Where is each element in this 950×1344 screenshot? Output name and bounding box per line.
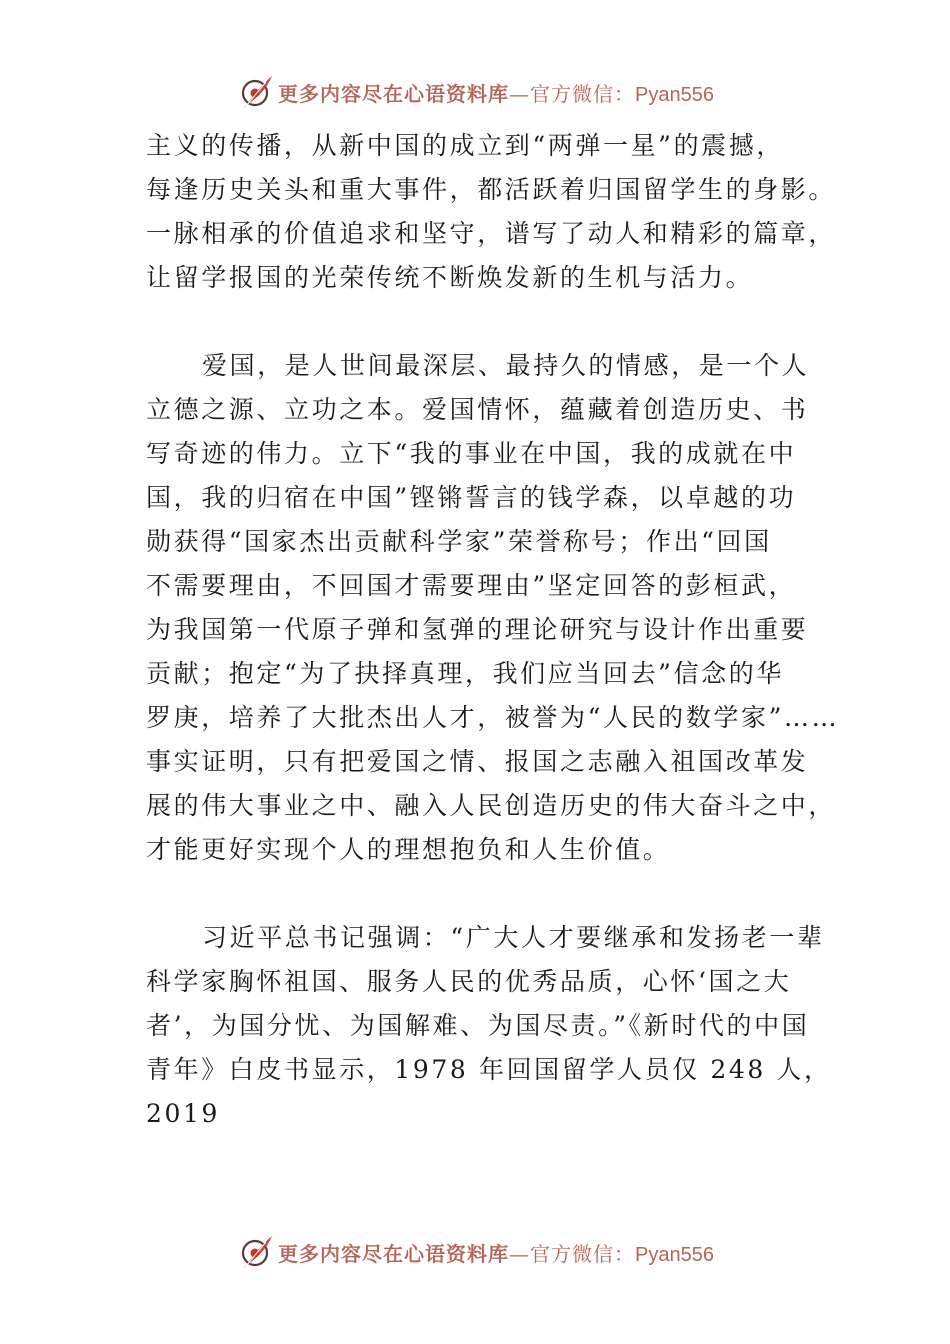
document-body	[146, 124, 840, 1136]
header-banner-title: 更多内容尽在心语资料库	[278, 81, 510, 106]
footer-banner	[0, 1232, 950, 1272]
header-banner	[0, 72, 950, 112]
footer-banner-wechat-label: 官方微信：	[530, 1241, 636, 1266]
text-line: 让留学报国的光荣传统不断焕发新的生机与活力。	[146, 263, 754, 292]
text-line: 一脉相承的价值追求和坚守，谱写了动人和精彩的篇章，	[146, 219, 837, 248]
text-line: 国，我的归宿在中国”铿锵誓言的钱学森，以卓越的功	[146, 483, 797, 512]
text-line: 习近平总书记强调：“广大人才要继承和发扬老一辈	[202, 923, 825, 952]
footer-banner-wechat-id: Pyan556	[635, 1243, 714, 1266]
header-banner-dash: —	[509, 81, 531, 106]
text-line: 每逢历史关头和重大事件，都活跃着归国留学生的身影。	[146, 175, 837, 204]
text-line: 才能更好实现个人的理想抱负和人生价值。	[146, 835, 671, 864]
paragraph-spacer	[146, 300, 814, 344]
text-line: 写奇迹的伟力。立下“我的事业在中国，我的成就在中	[146, 439, 797, 468]
paragraph-2	[146, 344, 840, 872]
text-line: 立德之源、立功之本。爱国情怀，蕴藏着创造历史、书	[146, 395, 809, 424]
footer-banner-title: 更多内容尽在心语资料库	[278, 1241, 510, 1266]
text-line: 不需要理由，不回国才需要理由”坚定回答的彭桓武，	[146, 571, 797, 600]
text-line: 贡献；抱定“为了抉择真理，我们应当回去”信念的华	[146, 659, 784, 688]
footer-banner-text	[278, 1238, 714, 1267]
paragraph-1	[146, 124, 837, 300]
text-line: 事实证明，只有把爱国之情、报国之志融入祖国改革发	[146, 747, 809, 776]
text-line: 罗庚，培养了大批杰出人才，被誉为“人民的数学家”……	[146, 703, 840, 732]
text-line: 青年》白皮书显示，1978 年回国留学人员仅 248 人，	[146, 1055, 832, 1084]
text-line: 者’，为国分忧、为国解难、为国尽责。”《新时代的中国	[146, 1011, 810, 1040]
feather-quill-icon	[236, 72, 276, 112]
text-line: 2019	[146, 1099, 221, 1128]
text-line: 主义的传播，从新中国的成立到“两弹一星”的震撼，	[146, 131, 784, 160]
header-banner-wechat-id: Pyan556	[635, 83, 714, 106]
paragraph-3	[146, 916, 832, 1136]
text-line: 勋获得“国家杰出贡献科学家”荣誉称号；作出“回国	[146, 527, 772, 556]
header-banner-wechat-label: 官方微信：	[530, 81, 636, 106]
footer-banner-dash: —	[509, 1241, 531, 1266]
text-line: 展的伟大事业之中、融入人民创造历史的伟大奋斗之中，	[146, 791, 837, 820]
text-line: 为我国第一代原子弹和氢弹的理论研究与设计作出重要	[146, 615, 809, 644]
text-line: 科学家胸怀祖国、服务人民的优秀品质，心怀‘国之大	[146, 967, 792, 996]
text-line: 爱国，是人世间最深层、最持久的情感，是一个人	[202, 351, 810, 380]
paragraph-spacer	[146, 872, 814, 916]
header-banner-text	[278, 78, 714, 107]
feather-quill-icon	[236, 1232, 276, 1272]
